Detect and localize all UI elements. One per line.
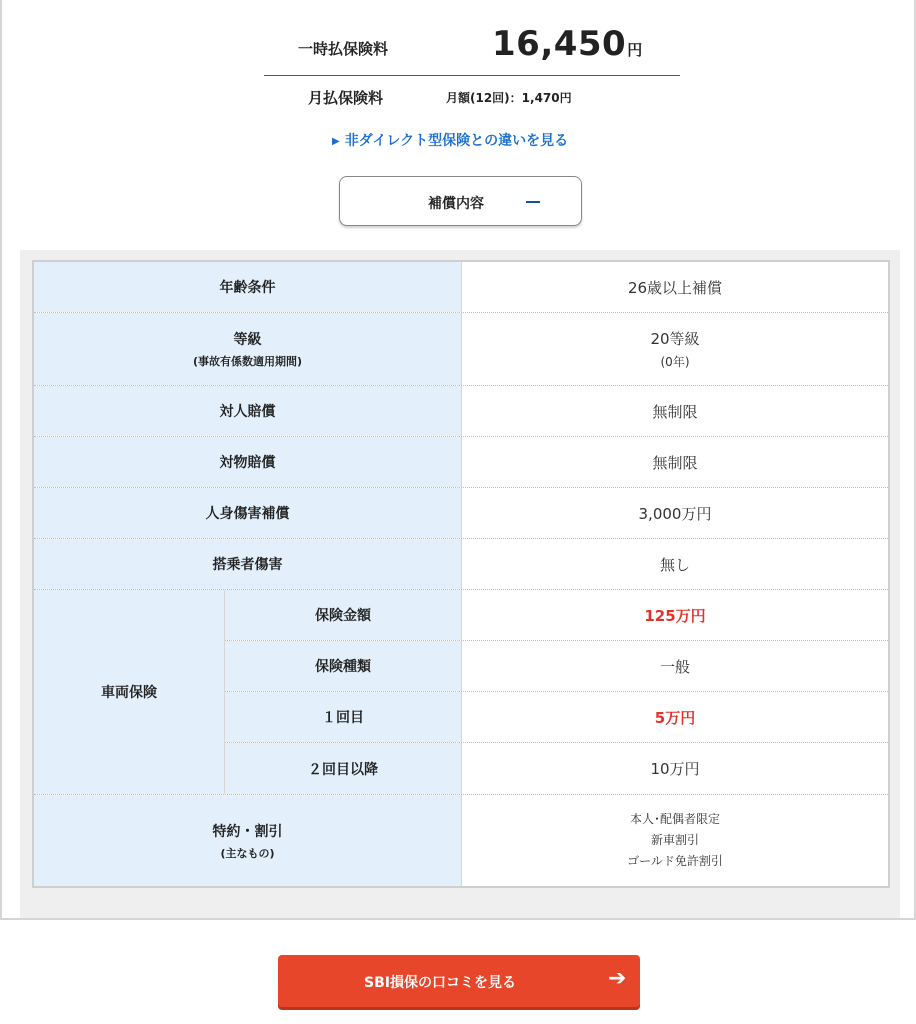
non-direct-comparison-link[interactable]: [332, 130, 568, 150]
arrow-right-icon: ➔: [608, 966, 627, 991]
row-label: 特約・割引 (主なもの): [34, 795, 462, 886]
row-label: ２回目以降: [225, 743, 462, 794]
monthly-premium-row: [264, 84, 680, 114]
vehicle-insurance-label: 車両保険: [34, 590, 225, 794]
row-subvalue: (0年): [660, 355, 690, 369]
table-row: [34, 386, 888, 437]
vehicle-insurance-rows: [225, 590, 888, 794]
table-row: [34, 488, 888, 539]
triangle-right-icon: ▶: [332, 136, 340, 147]
table-row: [34, 437, 888, 488]
table-row: [34, 539, 888, 590]
row-value: 5万円: [654, 708, 696, 727]
row-sublabel: (主なもの): [220, 846, 275, 860]
vehicle-insurance-group: [34, 590, 888, 795]
lump-sum-premium-row: [264, 22, 680, 76]
lump-sum-label: 一時払保険料: [298, 40, 389, 58]
row-value: 一般: [659, 657, 690, 676]
lump-sum-value: 16,450円: [492, 24, 643, 64]
coverage-table: [32, 260, 890, 888]
row-label: 年齢条件: [34, 262, 462, 312]
row-label: １回目: [225, 692, 462, 742]
yen-unit: 円: [627, 41, 643, 59]
coverage-panel: [20, 250, 900, 918]
row-value: [462, 795, 888, 886]
minus-icon: [526, 201, 540, 203]
table-row: [34, 262, 888, 313]
row-label: 人身傷害補償: [34, 488, 462, 538]
row-label: 保険金額: [225, 590, 462, 640]
monthly-detail: 月額(12回)：1,470円: [446, 91, 572, 105]
row-value: 20等級 (0年): [650, 330, 700, 369]
row-label: 対物賠償: [34, 437, 462, 487]
special-line: ゴールド免許割引: [627, 854, 723, 868]
table-row: [34, 313, 888, 386]
row-label: 対人賠償: [34, 386, 462, 436]
table-row: [225, 692, 888, 743]
row-value: 10万円: [650, 760, 700, 778]
row-label: 搭乗者傷害: [34, 539, 462, 589]
cta-label: SBI損保の口コミを見る: [364, 975, 516, 991]
row-value: 無制限: [652, 402, 698, 421]
row-value: 125万円: [644, 606, 706, 625]
link-label: 非ダイレクト型保険との違いを見る: [344, 133, 569, 149]
row-value: 無制限: [652, 453, 698, 472]
monthly-label: 月払保険料: [308, 89, 384, 107]
table-row: [225, 590, 888, 641]
row-sublabel: (事故有係数適用期間): [192, 355, 303, 368]
row-value: 26歳以上補償: [627, 278, 723, 297]
table-row: [34, 795, 888, 886]
special-line: 本人･配偶者限定: [629, 812, 720, 826]
table-row: [225, 641, 888, 692]
row-value: 無し: [659, 555, 690, 574]
table-row: [225, 743, 888, 794]
coverage-toggle-label: 補償内容: [428, 196, 484, 212]
coverage-toggle-button[interactable]: [339, 176, 582, 226]
row-label: 保険種類: [225, 641, 462, 691]
row-label: 等級 (事故有係数適用期間): [34, 313, 462, 385]
reviews-cta-button[interactable]: [278, 955, 640, 1007]
special-line: 新車割引: [650, 833, 699, 847]
row-value: 3,000万円: [638, 504, 712, 523]
